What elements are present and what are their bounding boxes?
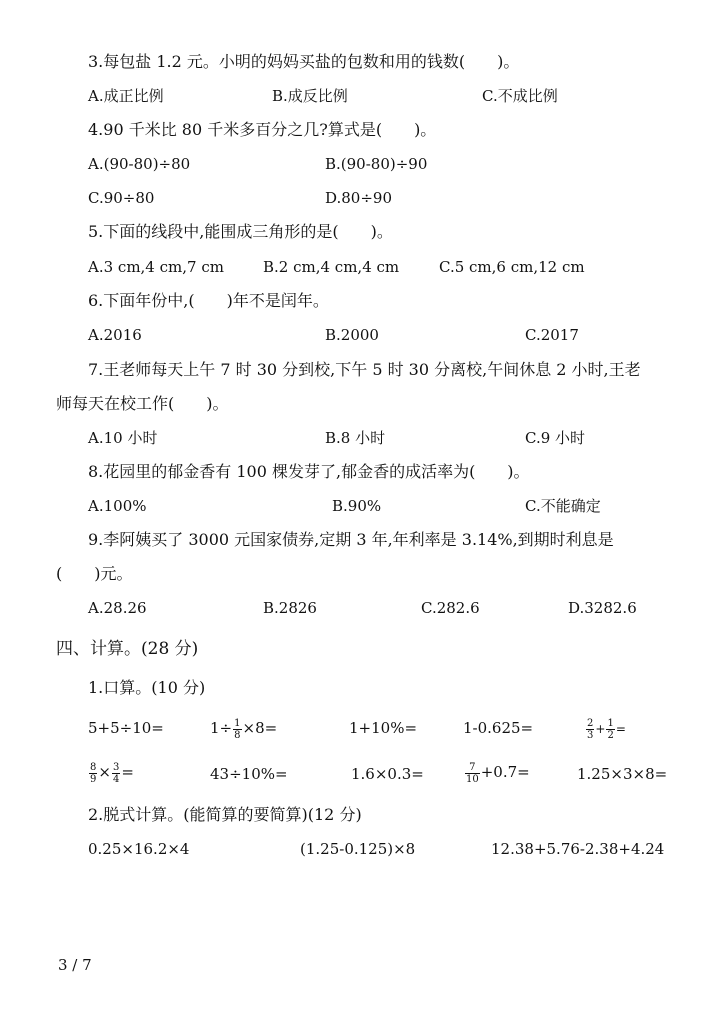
- fraction-numerator: 1: [234, 717, 241, 729]
- expr-text: =: [615, 722, 626, 736]
- question-7-option-a: A.10 小时: [88, 429, 158, 447]
- question-5-option-a: A.3 cm,4 cm,7 cm: [88, 258, 224, 276]
- question-8-option-a: A.100%: [88, 497, 147, 515]
- subsection-stepwise-title: 2.脱式计算。(能简算的要简算)(12 分): [88, 805, 362, 824]
- fraction: [233, 718, 241, 741]
- fraction: [112, 762, 120, 785]
- question-4-option-c: C.90÷80: [88, 189, 155, 207]
- fraction-numerator: 7: [465, 762, 480, 774]
- oral-expr-5: [585, 717, 626, 741]
- question-9-option-d: D.3282.6: [568, 599, 637, 617]
- question-7-option-c: C.9 小时: [525, 429, 586, 447]
- question-9-option-b: B.2826: [263, 599, 317, 617]
- expr-text: =: [121, 763, 134, 781]
- question-7-text: 7.王老师每天上午 7 时 30 分到校,下午 5 时 30 分离校,午间休息 2 小时,王老: [88, 360, 641, 379]
- fraction-numerator: 3: [112, 761, 120, 773]
- expr-operator: ×: [98, 763, 111, 781]
- subsection-oral-title: 1.口算。(10 分): [88, 678, 206, 697]
- fraction-numerator: 1: [607, 717, 614, 729]
- question-3-option-c: C.不成比例: [482, 87, 558, 105]
- question-9-option-c: C.282.6: [421, 599, 480, 617]
- fraction-denominator: 10: [466, 773, 479, 785]
- fraction-numerator: 2: [587, 717, 594, 729]
- question-5-text: 5.下面的线段中,能围成三角形的是( )。: [88, 222, 393, 241]
- expr-text: +0.7=: [480, 763, 530, 781]
- question-6-option-b: B.2000: [325, 326, 379, 344]
- oral-expr-4: 1-0.625=: [463, 719, 534, 737]
- question-3-option-b: B.成反比例: [272, 87, 348, 105]
- expr-text: ×8=: [242, 719, 278, 737]
- oral-expr-1: 5+5÷10=: [88, 719, 164, 737]
- question-8-option-c: C.不能确定: [525, 497, 601, 515]
- question-5-option-b: B.2 cm,4 cm,4 cm: [263, 258, 400, 276]
- expr-text: 1÷: [210, 719, 233, 737]
- oral-expr-2: [210, 717, 277, 741]
- question-4-option-d: D.80÷90: [325, 189, 393, 207]
- question-8-option-b: B.90%: [332, 497, 382, 515]
- stepwise-expr-1: 0.25×16.2×4: [88, 840, 190, 858]
- question-9-text-cont: ( )元。: [56, 564, 133, 583]
- fraction: [606, 718, 614, 741]
- question-5-option-c: C.5 cm,6 cm,12 cm: [439, 258, 585, 276]
- fraction-numerator: 8: [90, 761, 97, 773]
- question-4-option-b: B.(90-80)÷90: [325, 155, 428, 173]
- question-6-option-c: C.2017: [525, 326, 579, 344]
- fraction-denominator: 3: [587, 729, 594, 741]
- question-8-text: 8.花园里的郁金香有 100 棵发芽了,郁金香的成活率为( )。: [88, 462, 530, 481]
- fraction-denominator: 8: [234, 729, 241, 741]
- fraction: [586, 718, 594, 741]
- question-3-text: 3.每包盐 1.2 元。小明的妈妈买盐的包数和用的钱数( )。: [88, 52, 520, 71]
- page-number: 3 / 7: [58, 956, 92, 974]
- fraction-denominator: 9: [90, 773, 97, 785]
- question-7-option-b: B.8 小时: [325, 429, 386, 447]
- question-6-text: 6.下面年份中,( )年不是闰年。: [88, 291, 329, 310]
- question-4-text: 4.90 千米比 80 千米多百分之几?算式是( )。: [88, 120, 437, 139]
- fraction: [89, 762, 97, 785]
- question-9-text: 9.李阿姨买了 3000 元国家债券,定期 3 年,年利率是 3.14%,到期时利息是: [88, 530, 614, 549]
- oral-expr-7: 43÷10%=: [210, 765, 288, 783]
- fraction-denominator: 4: [112, 773, 120, 785]
- section-4-title: 四、计算。(28 分): [56, 639, 199, 659]
- question-4-option-a: A.(90-80)÷80: [88, 155, 191, 173]
- stepwise-expr-3: 12.38+5.76-2.38+4.24: [491, 840, 665, 858]
- stepwise-expr-2: (1.25-0.125)×8: [300, 840, 416, 858]
- question-3-option-a: A.成正比例: [88, 87, 164, 105]
- oral-expr-9: [464, 761, 530, 785]
- question-9-option-a: A.28.26: [88, 599, 147, 617]
- oral-expr-10: 1.25×3×8=: [577, 765, 668, 783]
- fraction: [465, 762, 480, 785]
- fraction-denominator: 2: [607, 729, 614, 741]
- expr-operator: +: [595, 722, 606, 736]
- oral-expr-3: 1+10%=: [349, 719, 418, 737]
- oral-expr-6: [88, 761, 134, 785]
- oral-expr-8: 1.6×0.3=: [351, 765, 424, 783]
- question-6-option-a: A.2016: [88, 326, 142, 344]
- question-7-text-cont: 师每天在校工作( )。: [56, 394, 229, 413]
